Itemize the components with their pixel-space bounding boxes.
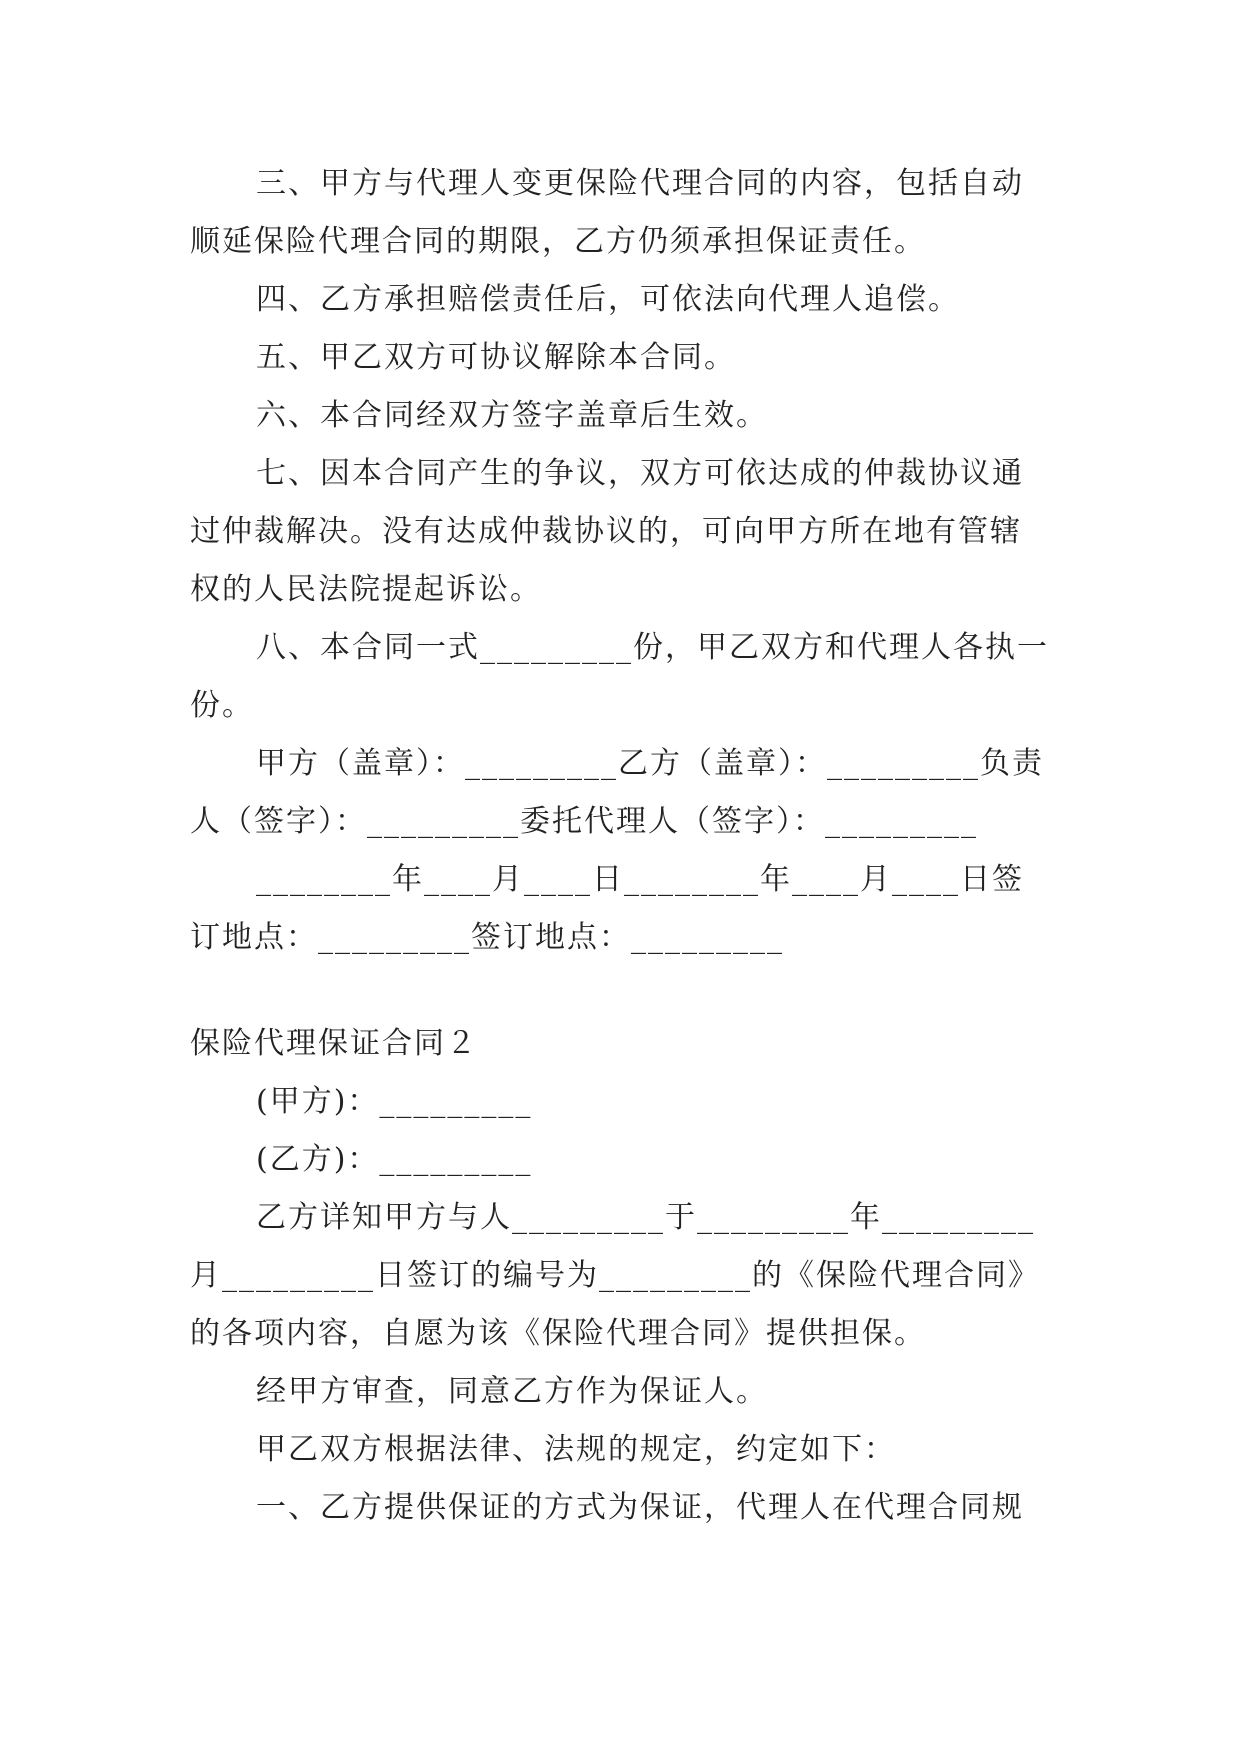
clause-6: 六、本合同经双方签字盖章后生效。 — [256, 398, 768, 433]
contract-title: 保险代理保证合同２ — [190, 1026, 478, 1061]
clause-5: 五、甲乙双方可协议解除本合同。 — [256, 340, 736, 375]
date-place-block: ________年____月____日________年____月____日签订地点：_________签订地点：_________ — [190, 862, 1024, 955]
intro-paragraph: 乙方详知甲方与人_________于_________年_________月_________日签订的编号为_________的《保险代理合同》的各项内容，自愿为该《保险代理合同》提供担保。 — [190, 1200, 1040, 1351]
clause-8: 八、本合同一式_________份，甲乙双方和代理人各执一份。 — [190, 630, 1049, 723]
party-a-line: (甲方)：_________ — [256, 1084, 533, 1119]
clause-1: 一、乙方提供保证的方式为保证，代理人在代理合同规 — [256, 1490, 1024, 1525]
clause-7: 七、因本合同产生的争议，双方可依达成的仲裁协议通过仲裁解决。没有达成仲裁协议的，可向甲方所在地有管辖权的人民法院提起诉讼。 — [190, 456, 1024, 607]
document-page — [190, 155, 1050, 1537]
review-paragraph: 经甲方审查，同意乙方作为保证人。 — [256, 1374, 768, 1409]
section-gap — [190, 967, 1050, 1015]
signature-block: 甲方（盖章）：_________乙方（盖章）：_________负责人（签字）：_________委托代理人（签字）：_________ — [190, 746, 1044, 839]
agreement-paragraph: 甲乙双方根据法律、法规的规定，约定如下： — [256, 1432, 896, 1467]
clause-4: 四、乙方承担赔偿责任后，可依法向代理人追偿。 — [256, 282, 960, 317]
party-b-line: (乙方)：_________ — [256, 1142, 533, 1177]
clause-3: 三、甲方与代理人变更保险代理合同的内容，包括自动顺延保险代理合同的期限，乙方仍须承担保证责任。 — [190, 166, 1024, 259]
